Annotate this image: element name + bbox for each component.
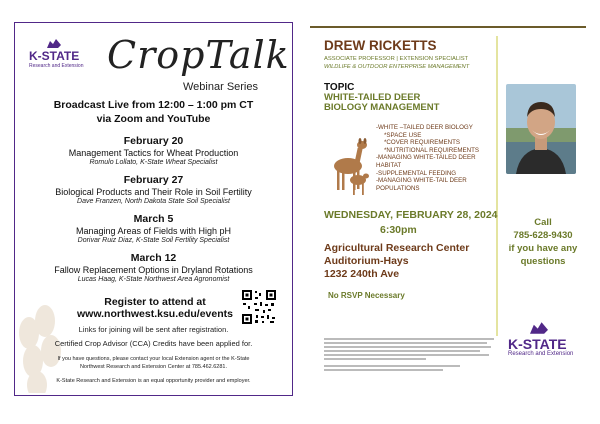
- session-topic: Management Tactics for Wheat Production: [68, 148, 239, 158]
- list-item: *NUTRITIONAL REQUIREMENTS: [384, 146, 479, 154]
- qr-code-icon[interactable]: [241, 289, 277, 325]
- logo-sub: Research and Extension: [29, 63, 84, 69]
- rsvp-note: No RSVP Necessary: [328, 291, 405, 300]
- call-phone[interactable]: 785-628-9430: [513, 230, 573, 241]
- session-speaker: Lucas Haag, K-State Northwest Area Agronomist: [77, 276, 230, 283]
- logo-sub: Research and Extension: [508, 351, 574, 357]
- questions-line1: If you have questions, please contact your local Extension agent or the K-State: [57, 356, 250, 362]
- top-rule: [310, 26, 586, 28]
- list-item: *SPACE USE: [384, 131, 422, 139]
- topic-bullets: [376, 124, 488, 192]
- list-item: -WHITE –TAILED DEER BIOLOGY: [376, 124, 473, 131]
- flyer-subtitle: Webinar Series: [183, 81, 258, 93]
- cca-note: Certified Crop Advisor (CCA) Credits have been applied for.: [54, 339, 253, 348]
- session-topic: Managing Areas of Fields with High pH: [75, 226, 232, 236]
- topic-title-line1: WHITE-TAILED DEER: [324, 92, 421, 103]
- event-date: WEDNESDAY, FEBRUARY 28, 2024: [324, 209, 498, 221]
- event-time: 6:30pm: [380, 224, 417, 236]
- list-item: *COVER REQUIREMENTS: [384, 139, 460, 147]
- list-item: -MANAGING WHITE-TAIL DEER POPULATIONS: [376, 177, 467, 192]
- session-date: March 12: [130, 252, 177, 264]
- call-line1: Call: [534, 217, 552, 228]
- session-speaker: Dave Franzen, North Dakota State Soil Specialist: [77, 198, 230, 205]
- session-date: February 27: [123, 174, 184, 186]
- venue-line1: Agricultural Research Center: [324, 242, 470, 254]
- logo-brand: K-STATE: [508, 336, 567, 352]
- session-topic: Biological Products and Their Role in Soil Fertility: [55, 187, 252, 197]
- list-item: -MANAGING WHITE-TAILED DEER HABITAT: [376, 154, 476, 169]
- logo-brand: K-STATE: [29, 49, 80, 63]
- topic-label: TOPIC: [324, 82, 355, 93]
- broadcast-line2: via Zoom and YouTube: [96, 113, 211, 125]
- venue-line3: 1232 240th Ave: [324, 268, 400, 280]
- call-line4: questions: [520, 256, 566, 267]
- broadcast-line1: Broadcast Live from 12:00 – 1:00 pm CT: [53, 99, 254, 111]
- session-topic: Fallow Replacement Options in Dryland Rotations: [54, 265, 253, 275]
- session-speaker: Dorivar Ruiz Diaz, K-State Soil Fertility Specialist: [77, 237, 230, 244]
- speaker-role: ASSOCIATE PROFESSOR | EXTENSION SPECIALIST: [324, 56, 469, 62]
- call-line3: if you have any: [508, 243, 578, 254]
- deer-management-flyer: [310, 26, 586, 398]
- venue-line2: Auditorium-Hays: [324, 255, 409, 267]
- fine-print-lines: [324, 336, 494, 376]
- call-block: [500, 216, 586, 268]
- deer-illustration-icon: [324, 130, 378, 202]
- speaker-name: DREW RICKETTS: [324, 38, 437, 53]
- wildcat-icon: [47, 39, 61, 48]
- session-speaker: Romulo Lollato, K-State Wheat Specialist: [89, 159, 218, 166]
- event-venue: [324, 242, 494, 281]
- kstate-logo: [29, 39, 101, 75]
- kstate-logo: [506, 320, 582, 356]
- speaker-dept: WILDLIFE & OUTDOOR ENTERPRISE MANAGEMENT: [324, 64, 470, 70]
- speaker-photo: [506, 84, 576, 174]
- register-block: [75, 296, 235, 320]
- croptalk-flyer: [14, 22, 293, 396]
- register-url[interactable]: www.northwest.ksu.edu/events: [77, 308, 233, 320]
- session-date: March 5: [133, 213, 174, 225]
- vertical-rule: [496, 36, 498, 336]
- flyer-title: CropTalk: [107, 33, 290, 77]
- list-item: -SUPPLEMENTAL FEEDING: [376, 169, 457, 177]
- wildcat-icon: [530, 322, 548, 334]
- links-note: Links for joining will be sent after registration.: [78, 325, 229, 334]
- register-line1: Register to attend at: [104, 296, 206, 308]
- eoe-statement: K-State Research and Extension is an equal opportunity provider and employer.: [56, 378, 251, 384]
- session-date: February 20: [123, 135, 184, 147]
- topic-title-line2: BIOLOGY MANAGEMENT: [324, 102, 440, 113]
- questions-line2: Northwest Research and Extension Center at 785.462.6281.: [79, 364, 228, 370]
- topic-title: [324, 93, 494, 113]
